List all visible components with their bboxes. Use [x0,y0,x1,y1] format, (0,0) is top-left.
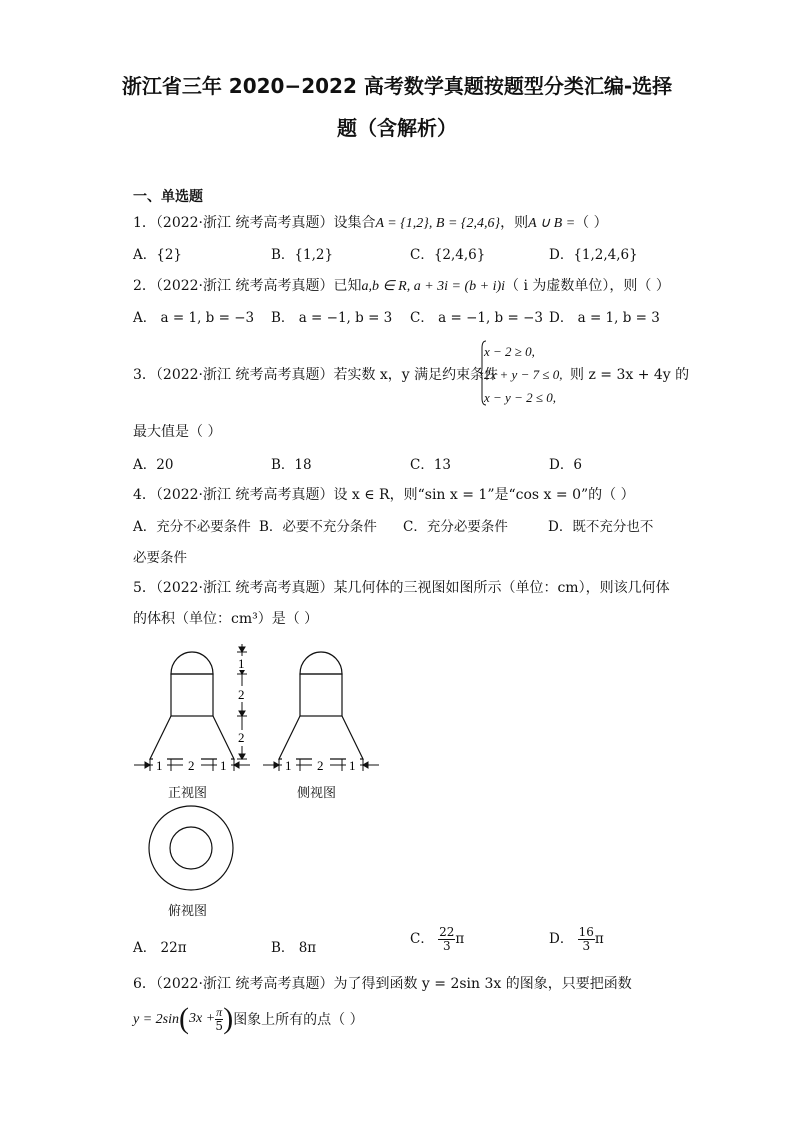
option-d: D． a = 1, b = 3 [549,310,660,326]
option-b: B．{1,2} [271,247,334,263]
question-6-line2 [133,1002,364,1036]
numerator: 22 [439,925,455,939]
constraint: x − y − 2 ≤ 0, [484,390,556,405]
top-view-label: 俯视图 [168,904,208,919]
question-text: 设集合 [333,215,376,231]
question-source: （2022·浙江 统考高考真题） [155,215,334,231]
width-label: 2 [317,758,324,773]
side-view [279,652,363,759]
option-d: D．{1,2,4,6} [549,247,638,263]
question-5 [133,577,670,597]
width-label: 1 [220,758,227,773]
front-view [150,652,234,759]
question-math: A ∪ B = [528,216,576,231]
question-number: 6． [133,976,156,992]
question-text: （ i 为虚数单位），则（ ） [505,278,670,294]
pi-symbol: π [455,931,465,947]
paren-icon: ( [179,1002,189,1035]
side-view-label: 侧视图 [297,786,337,801]
question-3 [133,364,498,384]
height-label: 2 [238,730,245,745]
pi-symbol: π [594,931,604,947]
width-label: 1 [156,758,163,773]
option-b: B．必要不充分条件 [259,519,377,535]
option-letter: C． [410,931,434,947]
question-text: ，则 [500,215,529,231]
numerator: π [216,1004,223,1019]
question-number: 4． [133,487,156,503]
question-4 [133,484,635,504]
option-b: B． 8π [271,940,317,956]
width-label: 2 [188,758,195,773]
question-text: 已知 [333,278,362,294]
page-title-line2: 题（含解析） [337,116,457,140]
front-view-label: 正视图 [168,786,208,801]
question-6 [133,973,632,993]
question-number: 3． [133,367,156,383]
question-math: 3x + [189,1011,216,1026]
height-label: 2 [238,687,245,702]
fraction [438,926,455,953]
question-math: a,b ∈ R, a + 3i = (b + i)i [361,279,506,294]
option-d [549,926,604,953]
option-a: A．20 [133,457,174,473]
option-a: A．{2} [133,247,183,263]
page-title: 浙江省三年 2020−2022 高考数学真题按题型分类汇编-选择 [121,74,673,98]
fraction [215,1006,223,1033]
numerator: 16 [578,925,594,939]
question-source: （2022·浙江 统考高考真题） [155,487,334,503]
option-c: C． a = −1, b = −3 [410,310,543,326]
question-2 [133,275,670,295]
question-math: A = {1,2}, B = {2,4,6} [375,216,501,231]
option-d: D．6 [549,457,582,473]
denominator: 5 [215,1018,223,1033]
question-text: 设 x ∈ R，则“sin x = 1”是“cos x = 0”的（ ） [333,487,635,503]
option-letter: D． [549,931,574,947]
constraint: x − 2 ≥ 0, [484,344,535,359]
constraint: 2x + y − 7 ≤ 0, [484,367,563,382]
question-source: （2022·浙江 统考高考真题） [155,367,334,383]
question-source: （2022·浙江 统考高考真题） [155,278,334,294]
option-b: B．18 [271,457,312,473]
question-text: 则 z = 3x + 4y 的 [570,367,690,383]
question-text: 某几何体的三视图如图所示（单位：cm），则该几何体 [333,580,670,596]
question-source: （2022·浙江 统考高考真题） [155,580,334,596]
option-c: C．13 [410,457,452,473]
option-b: B． a = −1, b = 3 [271,310,393,326]
option-c: C．充分必要条件 [403,519,508,535]
option-a: A．充分不必要条件 [133,519,251,535]
question-number: 5． [133,580,156,596]
fraction [578,926,595,953]
width-label: 1 [285,758,292,773]
denominator: 3 [582,939,591,953]
option-a: A． a = 1, b = −3 [133,310,255,326]
width-label: 1 [349,758,356,773]
height-label: 1 [238,656,245,671]
question-text: 的体积（单位：cm³）是（ ） [133,611,319,627]
top-view [149,806,233,890]
option-c [410,926,464,953]
constraint-system [484,340,562,409]
section-heading: 一、单选题 [133,189,203,205]
question-math: y = 2sin [133,1012,179,1027]
question-number: 1． [133,215,156,231]
question-text: 为了得到函数 y = 2sin 3x 的图象，只要把函数 [333,976,632,992]
question-number: 2． [133,278,156,294]
question-1 [133,212,608,232]
question-text: 若实数 x，y 满足约束条件 [333,367,499,383]
option-d: D．既不充分也不 [548,519,654,535]
option-d-continued: 必要条件 [133,550,187,566]
question-text: 最大值是（ ） [133,424,222,440]
denominator: 3 [442,939,451,953]
option-c: C．{2,4,6} [410,247,486,263]
question-source: （2022·浙江 统考高考真题） [155,976,334,992]
question-text: （ ） [575,215,608,231]
paren-icon: ) [223,1002,234,1035]
option-a: A． 22π [133,940,187,956]
question-text: 图象上所有的点（ ） [233,1012,364,1028]
